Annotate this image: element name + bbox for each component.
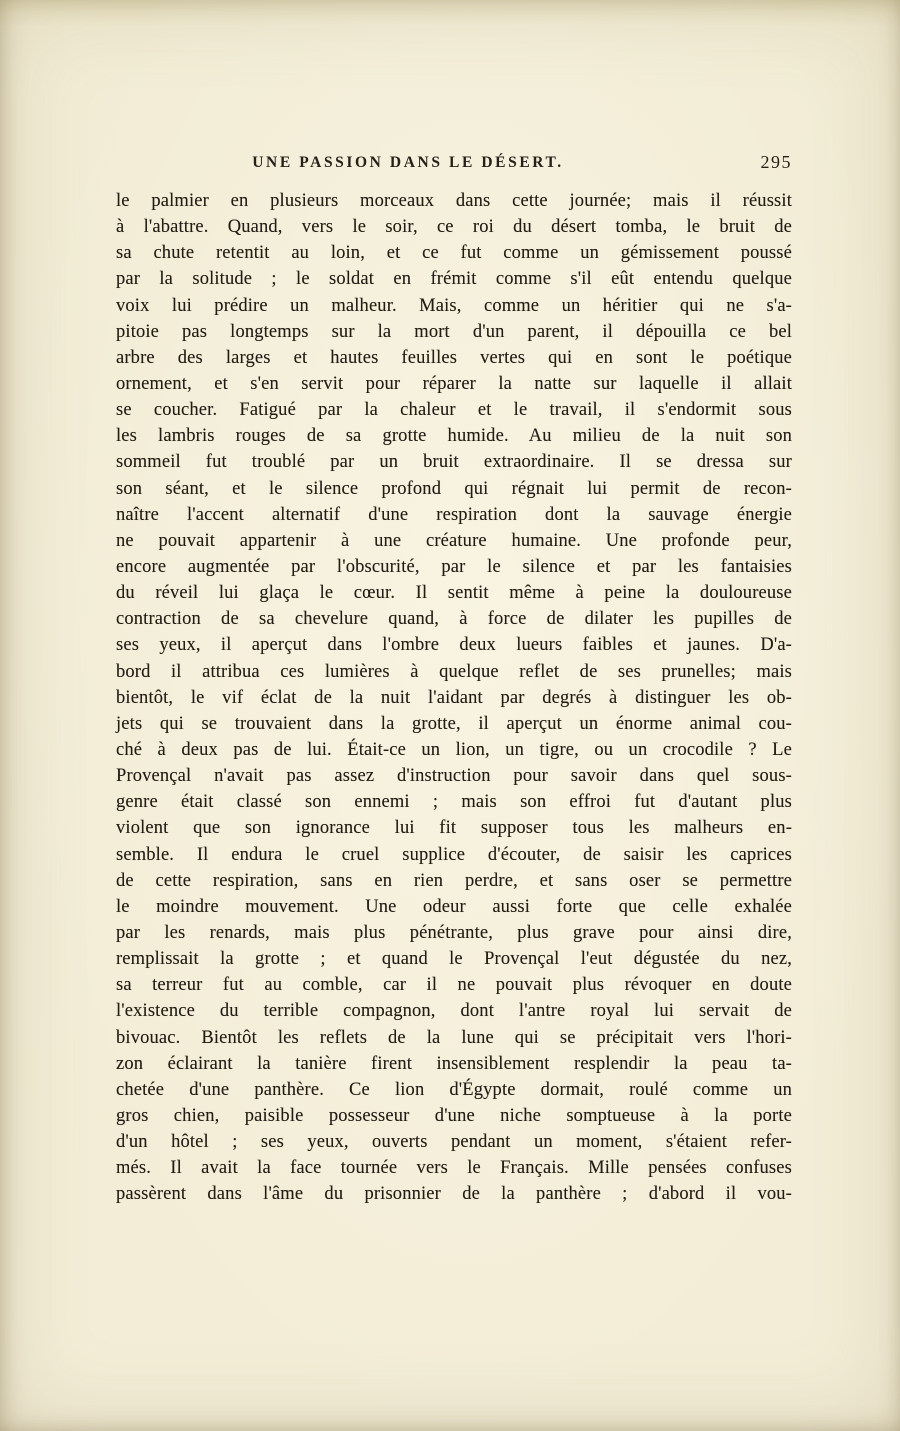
- text-line: bientôt, le vif éclat de la nuit l'aidant par degrés à distinguer les ob-: [116, 687, 792, 708]
- text-line: zon éclairant la tanière firent insensiblement resplendir la peau ta-: [116, 1053, 792, 1074]
- text-line: les lambris rouges de sa grotte humide. Au milieu de la nuit son: [116, 426, 792, 447]
- text-line: sa chute retentit au loin, et ce fut comme un gémissement poussé: [116, 243, 792, 264]
- running-head: [116, 150, 792, 180]
- text-line: d'un hôtel ; ses yeux, ouverts pendant un moment, s'étaient refer-: [116, 1132, 792, 1153]
- text-line: gros chien, paisible possesseur d'une niche somptueuse à la porte: [116, 1105, 792, 1126]
- text-line: Provençal n'avait pas assez d'instruction pour savoir dans quel sous-: [116, 766, 792, 787]
- page-number: 295: [760, 152, 792, 172]
- text-line: més. Il avait la face tournée vers le Français. Mille pensées confuses: [116, 1158, 792, 1179]
- text-line: du réveil lui glaça le cœur. Il sentit même à peine la douloureuse: [116, 583, 792, 604]
- text-line: encore augmentée par l'obscurité, par le silence et par les fantaisies: [116, 556, 792, 577]
- text-line: chetée d'une panthère. Ce lion d'Égypte dormait, roulé comme un: [116, 1079, 792, 1100]
- text-line: pitoie pas longtemps sur la mort d'un parent, il dépouilla ce bel: [116, 321, 792, 342]
- text-line: arbre des larges et hautes feuilles vertes qui en sont le poétique: [116, 347, 792, 368]
- text-line: son séant, et le silence profond qui régnait lui permit de recon-: [116, 478, 792, 499]
- text-line: par les renards, mais plus pénétrante, plus grave pour ainsi dire,: [116, 922, 792, 943]
- text-line: remplissait la grotte ; et quand le Provençal l'eut dégustée du nez,: [116, 949, 792, 970]
- text-line: naître l'accent alternatif d'une respiration dont la sauvage énergie: [116, 504, 792, 525]
- text-line: semble. Il endura le cruel supplice d'écouter, de saisir les caprices: [116, 844, 792, 865]
- text-line: passèrent dans l'âme du prisonnier de la panthère ; d'abord il vou-: [116, 1184, 792, 1205]
- text-line: ornement, et s'en servit pour réparer la natte sur laquelle il allait: [116, 373, 792, 394]
- text-line: ne pouvait appartenir à une créature humaine. Une profonde peur,: [116, 530, 792, 551]
- text-line: ché à deux pas de lui. Était-ce un lion, un tigre, ou un crocodile ? Le: [116, 739, 792, 760]
- text-line: le palmier en plusieurs morceaux dans cette journée; mais il réussit: [116, 191, 792, 211]
- text-line: sommeil fut troublé par un bruit extraordinaire. Il se dressa sur: [116, 452, 792, 473]
- page-content: [116, 150, 792, 1207]
- text-line: se coucher. Fatigué par la chaleur et le travail, il s'endormit sous: [116, 400, 792, 421]
- text-line: sa terreur fut au comble, car il ne pouvait plus révoquer en doute: [116, 975, 792, 996]
- text-line: à l'abattre. Quand, vers le soir, ce roi du désert tomba, le bruit de: [116, 217, 792, 238]
- text-line: jets qui se trouvaient dans la grotte, il aperçut un énorme animal cou-: [116, 713, 792, 734]
- body-text-block: [116, 188, 792, 1207]
- text-line: bord il attribua ces lumières à quelque reflet de ses prunelles; mais: [116, 661, 792, 682]
- text-line: l'existence du terrible compagnon, dont l'antre royal lui servait de: [116, 1001, 792, 1022]
- text-line: de cette respiration, sans en rien perdre, et sans oser se permettre: [116, 870, 792, 891]
- text-line: par la solitude ; le soldat en frémit comme s'il eût entendu quelque: [116, 269, 792, 290]
- text-line: contraction de sa chevelure quand, à force de dilater les pupilles de: [116, 609, 792, 630]
- text-line: bivouac. Bientôt les reflets de la lune qui se précipitait vers l'hori-: [116, 1027, 792, 1048]
- text-line: genre était classé son ennemi ; mais son effroi fut d'autant plus: [116, 792, 792, 813]
- text-line: violent que son ignorance lui fit supposer tous les malheurs en-: [116, 818, 792, 839]
- running-title: UNE PASSION DANS LE DÉSERT.: [252, 154, 564, 171]
- text-line: le moindre mouvement. Une odeur aussi forte que celle exhalée: [116, 896, 792, 917]
- text-line: ses yeux, il aperçut dans l'ombre deux lueurs faibles et jaunes. D'a-: [116, 635, 792, 656]
- text-line: voix lui prédire un malheur. Mais, comme un héritier qui ne s'a-: [116, 295, 792, 316]
